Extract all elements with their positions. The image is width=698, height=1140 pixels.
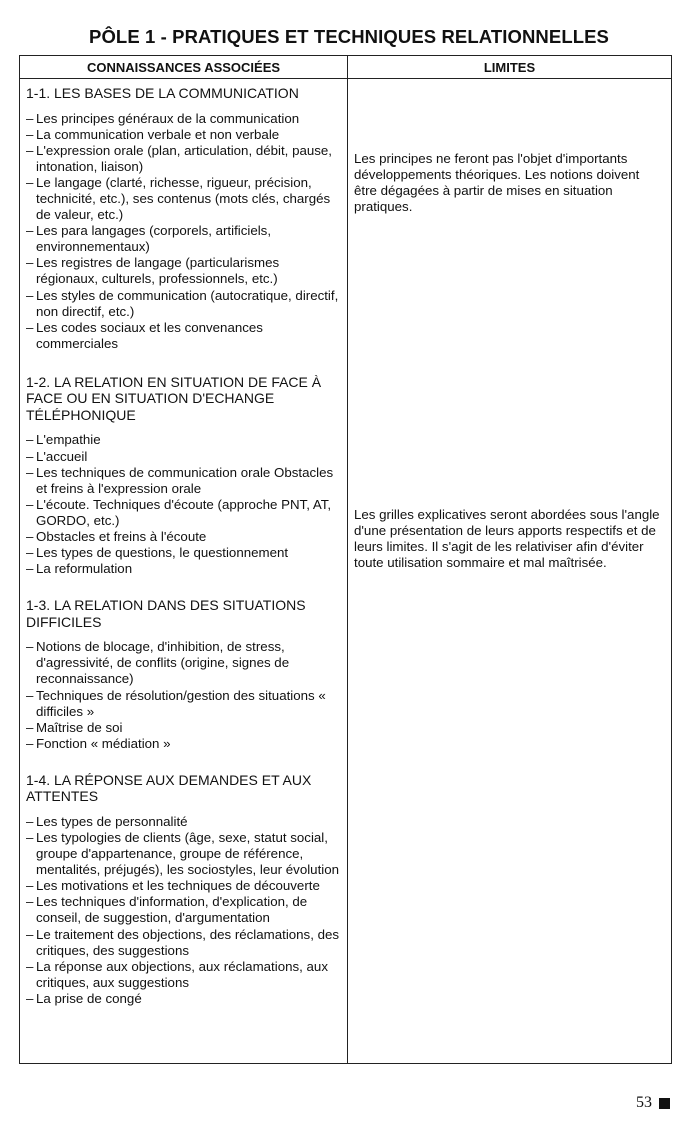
list-item: – Les principes généraux de la communication <box>26 111 341 127</box>
list-item: – L'expression orale (plan, articulation, débit, pause, intonation, liaison) <box>26 143 341 175</box>
content-table <box>19 55 672 1064</box>
limit-text-2: Les grilles explicatives seront abordées sous l'angle d'une présentation de leurs apports respectifs et de leurs limites. Il s'agit de les relativiser afin d'éviter toute utilisation sommaire et mal maîtrisée. <box>354 507 660 571</box>
section-title: 1-3. LA RELATION DANS DES SITUATIONS DIFFICILES <box>26 597 306 630</box>
square-marker-icon <box>659 1098 670 1109</box>
page-title: PÔLE 1 - PRATIQUES ET TECHNIQUES RELATIONNELLES <box>89 26 609 47</box>
list-item: – Les styles de communication (autocratique, directif, non directif, etc.) <box>26 288 341 320</box>
list-item: – Notions de blocage, d'inhibition, de stress, d'agressivité, de conflits (origine, signes de reconnaissance) <box>26 639 341 687</box>
item-list <box>26 432 341 577</box>
list-item: – Les codes sociaux et les convenances commerciales <box>26 320 341 352</box>
list-item: – L'écoute. Techniques d'écoute (approche PNT, AT, GORDO, etc.) <box>26 497 341 529</box>
list-item: – Le langage (clarté, richesse, rigueur, précision, technicité, etc.), ses contenus (mots clés, chargés de valeur, etc.) <box>26 175 341 223</box>
section-1-4 <box>26 772 341 1007</box>
list-item: – Obstacles et freins à l'écoute <box>26 529 341 545</box>
limites-column <box>348 79 672 1064</box>
section-title: 1-1. LES BASES DE LA COMMUNICATION <box>26 85 299 101</box>
section-1-3 <box>26 597 341 752</box>
item-list <box>26 814 341 1007</box>
list-item: – Le traitement des objections, des réclamations, des critiques, des suggestions <box>26 927 341 959</box>
section-title: 1-4. LA RÉPONSE AUX DEMANDES ET AUX ATTENTES <box>26 771 312 805</box>
list-item: – La reformulation <box>26 561 341 577</box>
list-item: – Les types de personnalité <box>26 814 341 830</box>
section-1-2 <box>26 374 341 577</box>
page-number: 53 <box>636 1094 652 1111</box>
list-item: – Les techniques de communication orale Obstacles et freins à l'expression orale <box>26 465 341 497</box>
item-list <box>26 639 341 752</box>
list-item: – L'empathie <box>26 432 341 448</box>
list-item: – Les types de questions, le questionnement <box>26 545 341 561</box>
connaissances-column <box>20 79 348 1064</box>
list-item: – Les para langages (corporels, artificiels, environnementaux) <box>26 223 341 255</box>
list-item: – Les techniques d'information, d'explication, de conseil, de suggestion, d'argumentation <box>26 894 341 926</box>
list-item: – Fonction « médiation » <box>26 736 341 752</box>
limit-text-1: Les principes ne feront pas l'objet d'importants développements théoriques. Les notions doivent être dégagées à partir de mises en situation pratiques. <box>354 151 640 215</box>
list-item: – La communication verbale et non verbale <box>26 127 341 143</box>
section-1-1 <box>26 85 341 352</box>
list-item: – L'accueil <box>26 449 341 465</box>
list-item: – Les typologies de clients (âge, sexe, statut social, groupe d'appartenance, groupe de référence, mentalités, préjugés), les sociostyles, leur évolution <box>26 830 341 878</box>
list-item: – Les registres de langage (particularismes régionaux, culturels, professionnels, etc.) <box>26 255 341 287</box>
section-title: 1-2. LA RELATION EN SITUATION DE FACE À FACE OU EN SITUATION D'ECHANGE TÉLÉPHONIQUE <box>26 373 322 423</box>
item-list <box>26 111 341 352</box>
list-item: – Maîtrise de soi <box>26 720 341 736</box>
list-item: – Techniques de résolution/gestion des situations « difficiles » <box>26 688 341 720</box>
list-item: – La prise de congé <box>26 991 341 1007</box>
header-limites: LIMITES <box>348 56 672 79</box>
list-item: – Les motivations et les techniques de découverte <box>26 878 341 894</box>
list-item: – La réponse aux objections, aux réclamations, aux critiques, aux suggestions <box>26 959 341 991</box>
header-connaissances: CONNAISSANCES ASSOCIÉES <box>20 56 348 79</box>
